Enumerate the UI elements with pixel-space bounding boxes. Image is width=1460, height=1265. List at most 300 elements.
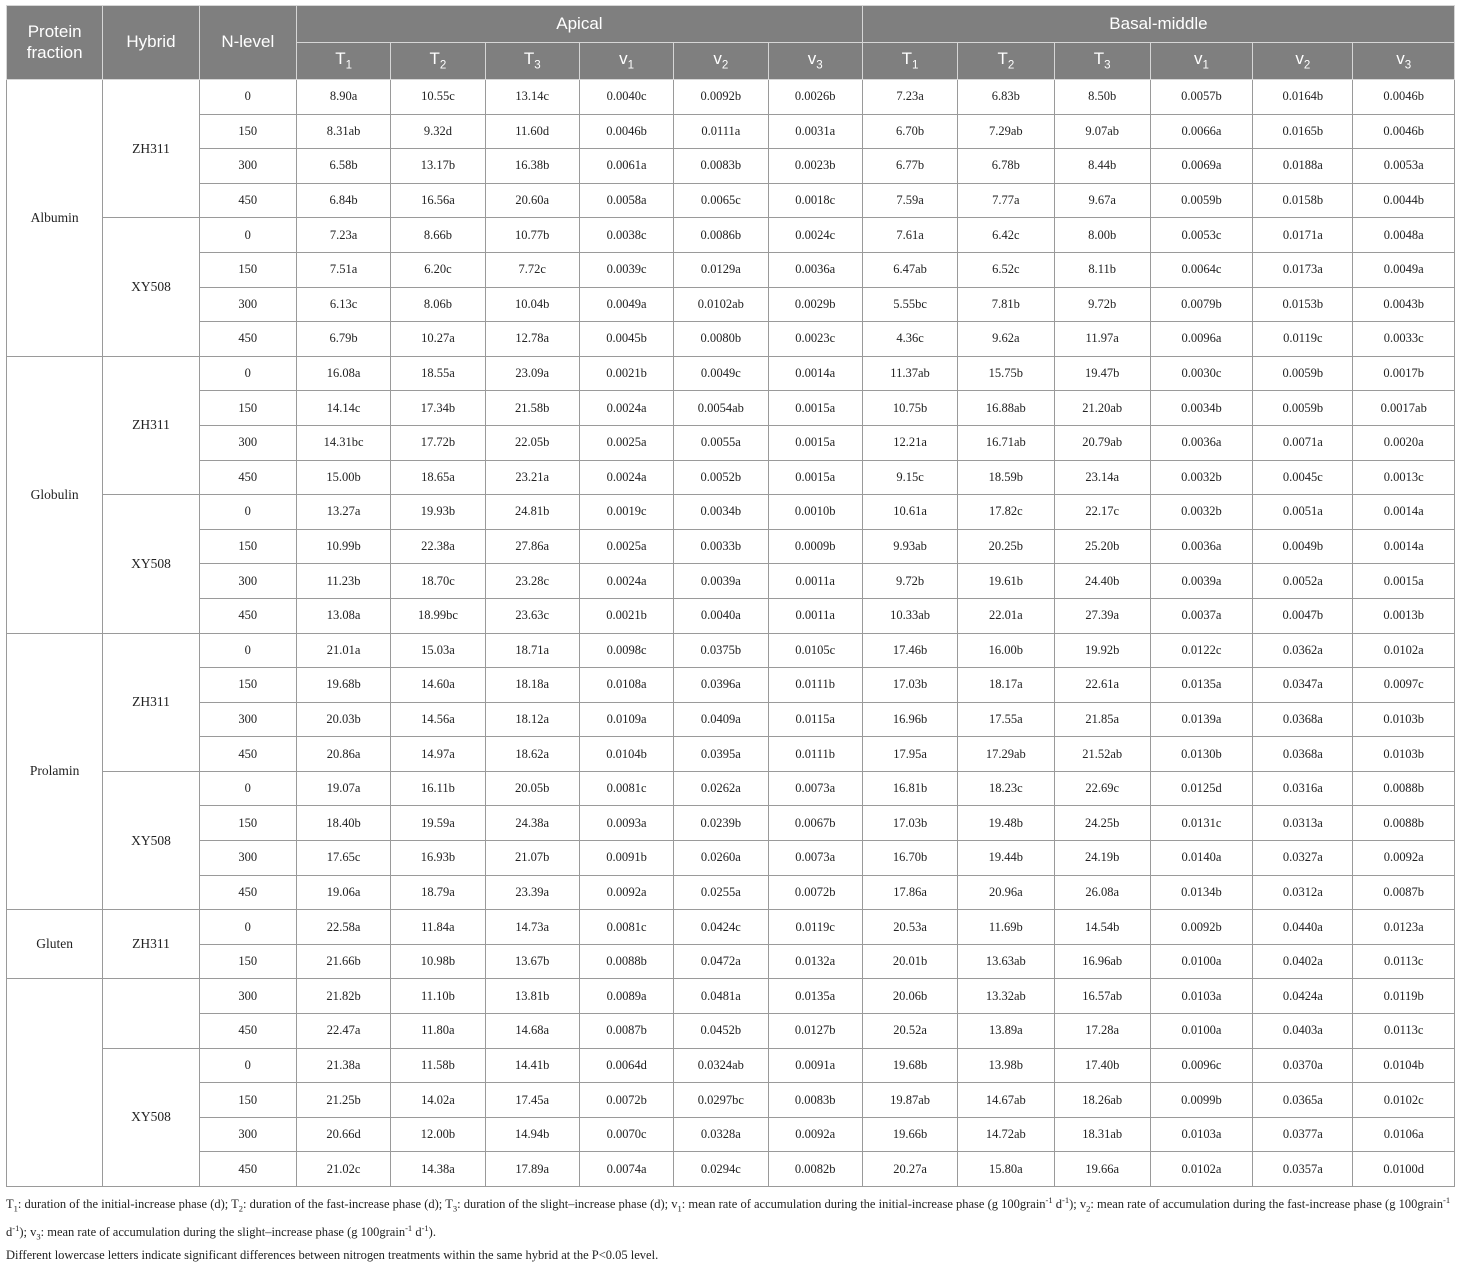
cell-value: 18.40b	[296, 806, 390, 841]
cell-value: 23.21a	[485, 460, 579, 495]
cell-value: 20.79ab	[1054, 425, 1150, 460]
cell-value: 15.75b	[958, 356, 1054, 391]
cell-value: 0.0049a	[579, 287, 673, 322]
cell-value: 0.0088b	[1353, 806, 1455, 841]
header-apical-t1: $T_1$	[296, 43, 390, 80]
cell-value: 0.0089a	[579, 979, 673, 1014]
cell-value: 0.0104b	[1353, 1048, 1455, 1083]
header-apical: Apical	[296, 6, 862, 43]
cell-value: 9.07ab	[1054, 114, 1150, 149]
cell-value: 0.0024a	[579, 460, 673, 495]
cell-value: 0.0036a	[1150, 529, 1252, 564]
cell-value: 18.71a	[485, 633, 579, 668]
cell-value: 0.0294c	[674, 1152, 768, 1187]
cell-value: 27.86a	[485, 529, 579, 564]
cell-value: 0.0065c	[674, 183, 768, 218]
cell-value: 0.0081c	[579, 910, 673, 945]
cell-value: 13.98b	[958, 1048, 1054, 1083]
cell-value: 0.0072b	[768, 875, 862, 910]
cell-value: 14.41b	[485, 1048, 579, 1083]
cell-value: 0.0365a	[1253, 1083, 1353, 1118]
cell-value: 23.39a	[485, 875, 579, 910]
cell-value: 11.10b	[391, 979, 485, 1014]
cell-value: 0.0019c	[579, 495, 673, 530]
cell-n-level: 300	[199, 1117, 296, 1152]
cell-value: 14.97a	[391, 737, 485, 772]
cell-value: 20.52a	[862, 1014, 957, 1049]
cell-value: 0.0103a	[1150, 1117, 1252, 1152]
cell-value: 20.05b	[485, 771, 579, 806]
cell-value: 20.60a	[485, 183, 579, 218]
cell-value: 7.61a	[862, 218, 957, 253]
header-apical-v3: $v_3$	[768, 43, 862, 80]
cell-value: 10.55c	[391, 80, 485, 115]
cell-value: 0.0171a	[1253, 218, 1353, 253]
cell-value: 23.28c	[485, 564, 579, 599]
table-row	[7, 1014, 1455, 1049]
fn-t3-text: duration of the slight–increase phase (d);	[463, 1197, 669, 1212]
cell-value: 14.31bc	[296, 425, 390, 460]
cell-value: 18.79a	[391, 875, 485, 910]
cell-value: 22.47a	[296, 1014, 390, 1049]
cell-value: 14.68a	[485, 1014, 579, 1049]
cell-value: 0.0049c	[674, 356, 768, 391]
cell-value: 13.17b	[391, 149, 485, 184]
cell-value: 7.59a	[862, 183, 957, 218]
cell-value: 17.03b	[862, 806, 957, 841]
cell-n-level: 150	[199, 806, 296, 841]
cell-value: 0.0055a	[674, 425, 768, 460]
cell-value: 0.0093a	[579, 806, 673, 841]
cell-value: 18.70c	[391, 564, 485, 599]
table-row	[7, 771, 1455, 806]
cell-value: 18.59b	[958, 460, 1054, 495]
cell-value: 0.0173a	[1253, 252, 1353, 287]
cell-value: 0.0108a	[579, 668, 673, 703]
cell-value: 7.51a	[296, 252, 390, 287]
cell-n-level: 300	[199, 564, 296, 599]
footnote-letters: Different lowercase letters indicate significant differences between nitrogen treatments within the same hybrid at the P<0.05 level.	[6, 1248, 659, 1263]
cell-value: 17.86a	[862, 875, 957, 910]
cell-n-level: 0	[199, 356, 296, 391]
cell-value: 23.63c	[485, 598, 579, 633]
cell-value: 10.04b	[485, 287, 579, 322]
table-body	[7, 80, 1455, 1187]
cell-value: 16.00b	[958, 633, 1054, 668]
cell-value: 0.0044b	[1353, 183, 1455, 218]
table-row	[7, 114, 1455, 149]
cell-value: 15.03a	[391, 633, 485, 668]
cell-n-level: 0	[199, 771, 296, 806]
cell-value: 7.23a	[296, 218, 390, 253]
cell-value: 0.0038c	[579, 218, 673, 253]
table-row	[7, 529, 1455, 564]
cell-value: 0.0015a	[768, 460, 862, 495]
fn-v1-symbol: $v_1$:	[671, 1197, 686, 1214]
cell-value: 21.58b	[485, 391, 579, 426]
cell-value: 20.01b	[862, 944, 957, 979]
cell-hybrid: ZH311	[103, 910, 199, 979]
table-row	[7, 668, 1455, 703]
cell-value: 13.27a	[296, 495, 390, 530]
cell-value: 0.0139a	[1150, 702, 1252, 737]
cell-value: 16.11b	[391, 771, 485, 806]
table-header	[7, 6, 1455, 80]
cell-value: 0.0113c	[1353, 1014, 1455, 1049]
cell-value: 9.72b	[1054, 287, 1150, 322]
cell-value: 8.11b	[1054, 252, 1150, 287]
cell-value: 0.0047b	[1253, 598, 1353, 633]
cell-value: 16.93b	[391, 841, 485, 876]
cell-value: 0.0032b	[1150, 460, 1252, 495]
cell-value: 18.55a	[391, 356, 485, 391]
header-basal-t1: $T_1$	[862, 43, 957, 80]
cell-value: 0.0014a	[1353, 529, 1455, 564]
cell-value: 19.48b	[958, 806, 1054, 841]
cell-n-level: 0	[199, 910, 296, 945]
cell-n-level: 450	[199, 183, 296, 218]
cell-value: 0.0262a	[674, 771, 768, 806]
cell-value: 10.75b	[862, 391, 957, 426]
cell-value: 0.0021b	[579, 356, 673, 391]
cell-value: 18.65a	[391, 460, 485, 495]
table-row	[7, 633, 1455, 668]
cell-value: 16.96ab	[1054, 944, 1150, 979]
cell-value: 0.0081c	[579, 771, 673, 806]
cell-value: 0.0440a	[1253, 910, 1353, 945]
cell-value: 0.0049b	[1253, 529, 1353, 564]
cell-value: 0.0033c	[1353, 322, 1455, 357]
fn-v3-text: mean rate of accumulation during the slight–increase phase (g 100grain$^{-1}$ $d^{-1}$).	[47, 1222, 436, 1239]
footnote-definitions	[6, 1191, 1455, 1246]
cell-value: 0.0052a	[1253, 564, 1353, 599]
cell-value: 0.0058a	[579, 183, 673, 218]
cell-value: 18.17a	[958, 668, 1054, 703]
cell-value: 0.0105c	[768, 633, 862, 668]
cell-value: 0.0100d	[1353, 1152, 1455, 1187]
cell-value: 6.83b	[958, 80, 1054, 115]
cell-protein-fraction: Albumin	[7, 80, 103, 357]
cell-value: 0.0054ab	[674, 391, 768, 426]
cell-value: 0.0153b	[1253, 287, 1353, 322]
cell-value: 16.57ab	[1054, 979, 1150, 1014]
cell-value: 22.58a	[296, 910, 390, 945]
table-row	[7, 252, 1455, 287]
cell-value: 0.0132a	[768, 944, 862, 979]
cell-value: 0.0011a	[768, 598, 862, 633]
cell-value: 10.77b	[485, 218, 579, 253]
cell-value: 0.0111a	[674, 114, 768, 149]
cell-value: 0.0370a	[1253, 1048, 1353, 1083]
cell-value: 20.66d	[296, 1117, 390, 1152]
cell-value: 0.0088b	[1353, 771, 1455, 806]
cell-n-level: 300	[199, 979, 296, 1014]
cell-n-level: 0	[199, 633, 296, 668]
cell-n-level: 0	[199, 495, 296, 530]
table-container	[6, 5, 1455, 1265]
cell-value: 17.45a	[485, 1083, 579, 1118]
cell-value: 18.23c	[958, 771, 1054, 806]
cell-value: 21.20ab	[1054, 391, 1150, 426]
cell-value: 0.0102ab	[674, 287, 768, 322]
cell-value: 0.0018c	[768, 183, 862, 218]
cell-value: 8.90a	[296, 80, 390, 115]
cell-value: 0.0045b	[579, 322, 673, 357]
cell-value: 0.0030c	[1150, 356, 1252, 391]
cell-value: 0.0403a	[1253, 1014, 1353, 1049]
cell-value: 0.0100a	[1150, 1014, 1252, 1049]
fn-t2-text: duration of the fast-increase phase (d);	[249, 1197, 443, 1212]
cell-value: 18.99bc	[391, 598, 485, 633]
cell-value: 0.0031a	[768, 114, 862, 149]
cell-value: 13.81b	[485, 979, 579, 1014]
cell-value: 0.0092b	[674, 80, 768, 115]
cell-value: 21.85a	[1054, 702, 1150, 737]
cell-value: 22.17c	[1054, 495, 1150, 530]
cell-value: 0.0073a	[768, 771, 862, 806]
cell-value: 18.18a	[485, 668, 579, 703]
cell-n-level: 0	[199, 218, 296, 253]
cell-value: 17.89a	[485, 1152, 579, 1187]
cell-hybrid: XY508	[103, 771, 199, 909]
header-basal-t3: $T_3$	[1054, 43, 1150, 80]
cell-value: 14.72ab	[958, 1117, 1054, 1152]
table-row	[7, 702, 1455, 737]
cell-value: 0.0102a	[1150, 1152, 1252, 1187]
cell-value: 19.59a	[391, 806, 485, 841]
cell-value: 15.80a	[958, 1152, 1054, 1187]
cell-hybrid	[103, 979, 199, 1048]
cell-n-level: 150	[199, 1083, 296, 1118]
cell-value: 0.0122c	[1150, 633, 1252, 668]
cell-value: 4.36c	[862, 322, 957, 357]
cell-value: 0.0104b	[579, 737, 673, 772]
cell-value: 0.0045c	[1253, 460, 1353, 495]
cell-n-level: 450	[199, 598, 296, 633]
cell-value: 16.08a	[296, 356, 390, 391]
cell-value: 0.0357a	[1253, 1152, 1353, 1187]
table-row	[7, 875, 1455, 910]
cell-value: 0.0092a	[768, 1117, 862, 1152]
fn-t3-symbol: $T_3$:	[445, 1197, 461, 1214]
cell-n-level: 0	[199, 80, 296, 115]
cell-value: 16.38b	[485, 149, 579, 184]
cell-protein-fraction: Gluten	[7, 910, 103, 979]
cell-value: 19.68b	[862, 1048, 957, 1083]
cell-value: 0.0024a	[579, 391, 673, 426]
cell-value: 0.0129a	[674, 252, 768, 287]
cell-value: 0.0395a	[674, 737, 768, 772]
cell-value: 21.07b	[485, 841, 579, 876]
fn-t1-text: duration of the initial-increase phase (d);	[24, 1197, 229, 1212]
cell-value: 8.44b	[1054, 149, 1150, 184]
cell-value: 24.40b	[1054, 564, 1150, 599]
cell-value: 17.28a	[1054, 1014, 1150, 1049]
cell-value: 9.62a	[958, 322, 1054, 357]
cell-value: 19.93b	[391, 495, 485, 530]
cell-value: 0.0316a	[1253, 771, 1353, 806]
cell-value: 19.07a	[296, 771, 390, 806]
cell-value: 0.0140a	[1150, 841, 1252, 876]
cell-value: 17.46b	[862, 633, 957, 668]
cell-n-level: 450	[199, 1014, 296, 1049]
cell-value: 0.0092a	[579, 875, 673, 910]
cell-value: 0.0103b	[1353, 737, 1455, 772]
cell-value: 0.0079b	[1150, 287, 1252, 322]
cell-value: 11.69b	[958, 910, 1054, 945]
cell-value: 0.0102c	[1353, 1083, 1455, 1118]
cell-value: 0.0021b	[579, 598, 673, 633]
cell-value: 0.0377a	[1253, 1117, 1353, 1152]
cell-value: 0.0036a	[768, 252, 862, 287]
header-apical-v2: $v_2$	[674, 43, 768, 80]
cell-value: 0.0059b	[1253, 356, 1353, 391]
cell-value: 22.69c	[1054, 771, 1150, 806]
cell-value: 0.0057b	[1150, 80, 1252, 115]
cell-value: 20.25b	[958, 529, 1054, 564]
cell-value: 0.0039c	[579, 252, 673, 287]
cell-value: 5.55bc	[862, 287, 957, 322]
cell-value: 0.0260a	[674, 841, 768, 876]
cell-value: 20.86a	[296, 737, 390, 772]
cell-protein-fraction: Prolamin	[7, 633, 103, 910]
cell-value: 22.38a	[391, 529, 485, 564]
cell-value: 20.06b	[862, 979, 957, 1014]
cell-value: 17.95a	[862, 737, 957, 772]
cell-value: 8.00b	[1054, 218, 1150, 253]
cell-value: 9.67a	[1054, 183, 1150, 218]
cell-value: 16.70b	[862, 841, 957, 876]
cell-value: 24.25b	[1054, 806, 1150, 841]
fn-t2-symbol: $T_2$:	[231, 1197, 247, 1214]
header-basal-v2: $v_2$	[1253, 43, 1353, 80]
cell-value: 10.61a	[862, 495, 957, 530]
cell-n-level: 300	[199, 287, 296, 322]
cell-value: 19.68b	[296, 668, 390, 703]
cell-n-level: 150	[199, 391, 296, 426]
cell-value: 0.0452b	[674, 1014, 768, 1049]
cell-value: 12.21a	[862, 425, 957, 460]
cell-value: 8.31ab	[296, 114, 390, 149]
cell-value: 0.0072b	[579, 1083, 673, 1118]
cell-value: 22.05b	[485, 425, 579, 460]
cell-value: 0.0297bc	[674, 1083, 768, 1118]
table-row	[7, 80, 1455, 115]
cell-value: 22.01a	[958, 598, 1054, 633]
cell-n-level: 450	[199, 737, 296, 772]
cell-value: 9.15c	[862, 460, 957, 495]
cell-value: 6.70b	[862, 114, 957, 149]
header-basal-t2: $T_2$	[958, 43, 1054, 80]
cell-value: 0.0014a	[768, 356, 862, 391]
cell-value: 0.0061a	[579, 149, 673, 184]
cell-value: 10.33ab	[862, 598, 957, 633]
cell-value: 11.84a	[391, 910, 485, 945]
cell-value: 0.0119c	[768, 910, 862, 945]
cell-value: 16.88ab	[958, 391, 1054, 426]
cell-value: 0.0362a	[1253, 633, 1353, 668]
cell-value: 18.31ab	[1054, 1117, 1150, 1152]
cell-value: 0.0048a	[1353, 218, 1455, 253]
cell-value: 14.94b	[485, 1117, 579, 1152]
cell-hybrid: ZH311	[103, 356, 199, 494]
cell-value: 6.58b	[296, 149, 390, 184]
header-apical-t3: $T_3$	[485, 43, 579, 80]
cell-value: 0.0111b	[768, 668, 862, 703]
cell-value: 0.0375b	[674, 633, 768, 668]
cell-value: 17.55a	[958, 702, 1054, 737]
cell-value: 0.0064c	[1150, 252, 1252, 287]
cell-protein-fraction	[7, 979, 103, 1187]
cell-value: 0.0025a	[579, 425, 673, 460]
table-row	[7, 218, 1455, 253]
cell-value: 9.32d	[391, 114, 485, 149]
cell-value: 0.0032b	[1150, 495, 1252, 530]
cell-value: 0.0088b	[579, 944, 673, 979]
table-row	[7, 979, 1455, 1014]
cell-value: 14.02a	[391, 1083, 485, 1118]
cell-value: 0.0165b	[1253, 114, 1353, 149]
cell-value: 0.0086b	[674, 218, 768, 253]
cell-value: 23.14a	[1054, 460, 1150, 495]
cell-value: 0.0013c	[1353, 460, 1455, 495]
cell-value: 18.62a	[485, 737, 579, 772]
cell-hybrid: XY508	[103, 218, 199, 356]
cell-value: 0.0368a	[1253, 702, 1353, 737]
cell-n-level: 150	[199, 944, 296, 979]
cell-value: 0.0097c	[1353, 668, 1455, 703]
cell-value: 19.47b	[1054, 356, 1150, 391]
cell-value: 6.77b	[862, 149, 957, 184]
cell-value: 6.13c	[296, 287, 390, 322]
cell-value: 0.0472a	[674, 944, 768, 979]
cell-value: 11.97a	[1054, 322, 1150, 357]
cell-value: 0.0013b	[1353, 598, 1455, 633]
table-row	[7, 598, 1455, 633]
cell-value: 10.27a	[391, 322, 485, 357]
cell-value: 0.0239b	[674, 806, 768, 841]
cell-value: 0.0255a	[674, 875, 768, 910]
cell-value: 0.0025a	[579, 529, 673, 564]
cell-value: 0.0023b	[768, 149, 862, 184]
cell-value: 11.23b	[296, 564, 390, 599]
table-row	[7, 910, 1455, 945]
cell-value: 0.0014a	[1353, 495, 1455, 530]
cell-value: 0.0015a	[1353, 564, 1455, 599]
table-row	[7, 564, 1455, 599]
cell-value: 21.66b	[296, 944, 390, 979]
table-row	[7, 287, 1455, 322]
cell-hybrid: ZH311	[103, 80, 199, 218]
cell-n-level: 300	[199, 702, 296, 737]
cell-value: 0.0083b	[674, 149, 768, 184]
cell-value: 14.73a	[485, 910, 579, 945]
fn-v1-text: mean rate of accumulation during the initial-increase phase (g 100grain$^{-1}$ $d^{-1}$);	[688, 1195, 1077, 1212]
cell-value: 24.81b	[485, 495, 579, 530]
table-row	[7, 322, 1455, 357]
cell-n-level: 300	[199, 425, 296, 460]
cell-n-level: 150	[199, 252, 296, 287]
table-row	[7, 391, 1455, 426]
cell-value: 0.0017b	[1353, 356, 1455, 391]
fn-t1-symbol: $T_1$:	[6, 1197, 22, 1214]
cell-value: 0.0034b	[674, 495, 768, 530]
cell-n-level: 450	[199, 460, 296, 495]
cell-value: 0.0111b	[768, 737, 862, 772]
cell-value: 0.0070c	[579, 1117, 673, 1152]
cell-value: 6.42c	[958, 218, 1054, 253]
cell-value: 0.0037a	[1150, 598, 1252, 633]
